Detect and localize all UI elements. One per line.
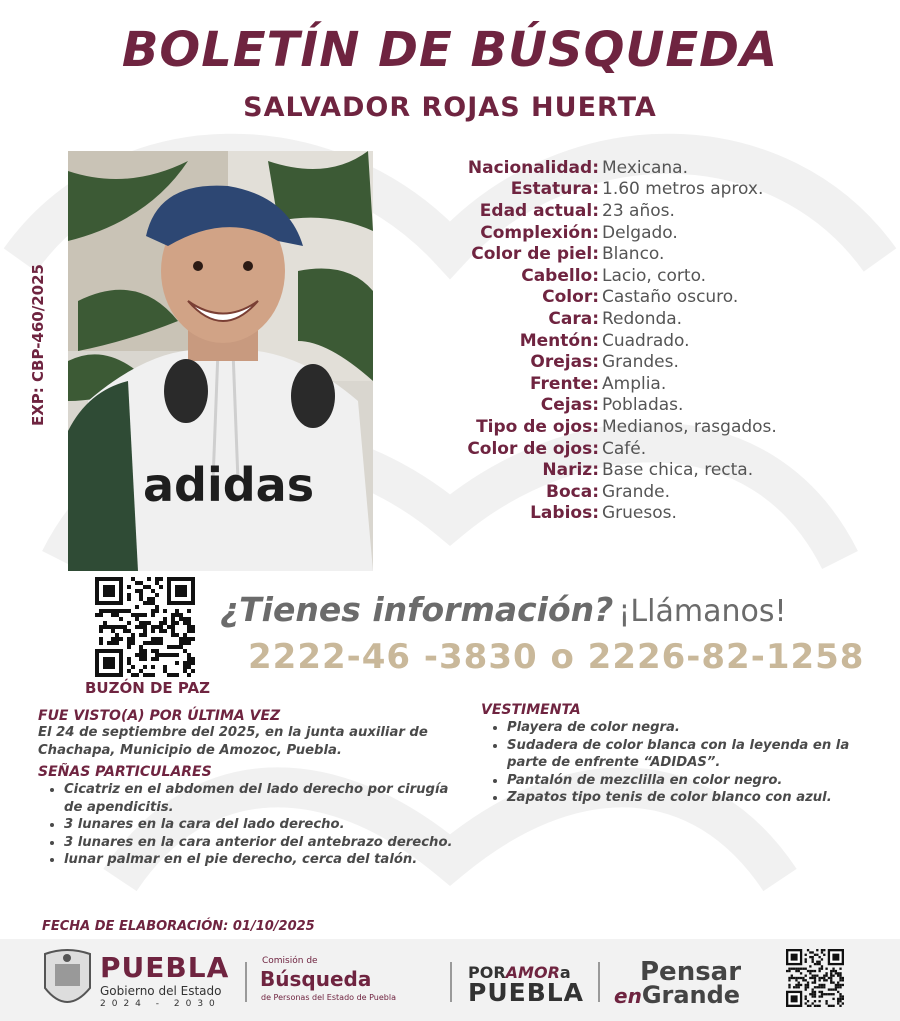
call-us-text: ¡Llámanos! — [618, 594, 787, 629]
detail-row — [430, 373, 860, 395]
person-photo — [68, 151, 373, 571]
detail-label: Color de ojos: — [467, 438, 599, 459]
list-item: • Sudadera de color blanca con la leyenda en la parte de enfrente “ADIDAS”. — [507, 737, 881, 772]
missing-person-name: SALVADOR ROJAS HUERTA — [243, 92, 657, 123]
detail-value: Grandes. — [602, 352, 679, 373]
detail-value: Blanco. — [602, 244, 665, 265]
comision-top: Comisión de — [262, 956, 318, 966]
bulletin-title: BOLETÍN DE BÚSQUEDA — [121, 22, 779, 78]
detail-label: Estatura: — [510, 179, 599, 200]
last-seen-heading: FUE VISTO(A) POR ÚLTIMA VEZ — [38, 708, 281, 724]
detail-label: Cabello: — [521, 265, 599, 286]
detail-row — [430, 351, 860, 373]
detail-row — [430, 308, 860, 330]
detail-row — [430, 157, 860, 179]
detail-value: Lacio, corto. — [602, 265, 707, 286]
detail-row — [430, 265, 860, 287]
detail-value: Redonda. — [602, 308, 683, 329]
puebla-slogan-text: PUEBLA — [468, 978, 585, 1007]
detail-value: Castaño oscuro. — [602, 287, 739, 308]
last-seen-text: El 24 de septiembre del 2025, en la junta auxiliar de Chachapa, Municipio de Amozoc, Puebla. — [38, 725, 428, 758]
detail-row — [430, 179, 860, 201]
marks-heading: SEÑAS PARTICULARES — [38, 764, 212, 780]
detail-row — [430, 395, 860, 417]
comision-bottom: de Personas del Estado de Puebla — [261, 993, 397, 1002]
clothing-section — [481, 702, 881, 807]
detail-value: Amplia. — [602, 373, 667, 394]
detail-value: Cuadrado. — [602, 330, 690, 351]
footer-qr-code-icon[interactable] — [786, 949, 844, 1007]
detail-label: Tipo de ojos: — [476, 416, 599, 437]
detail-value: Mexicana. — [602, 157, 688, 178]
detail-value: Base chica, recta. — [602, 460, 754, 481]
detail-row — [430, 438, 860, 460]
detail-row — [430, 287, 860, 309]
detail-label: Orejas: — [530, 352, 599, 373]
list-item: • 3 lunares en la cara del lado derecho. — [64, 816, 468, 834]
shirt-logo-text: adidas — [143, 458, 315, 512]
detail-value: Café. — [602, 438, 647, 459]
detail-label: Mentón: — [519, 330, 599, 351]
phone-numbers[interactable]: 2222-46 -3830 o 2226-82-1258 — [248, 637, 865, 677]
detail-label: Color: — [542, 287, 599, 308]
qr-code-icon[interactable] — [95, 577, 195, 677]
por-text: POR — [468, 963, 506, 982]
detail-row — [430, 416, 860, 438]
puebla-gov-text: Gobierno del Estado — [100, 984, 222, 998]
list-item: • lunar palmar en el pie derecho, cerca del talón. — [64, 851, 468, 869]
en-text: en — [614, 984, 642, 1008]
detail-row — [430, 459, 860, 481]
pensar-text: Pensar — [640, 957, 742, 987]
detail-label: Cara: — [548, 308, 599, 329]
detail-value: 1.60 metros aprox. — [602, 179, 764, 200]
info-question: ¿Tienes información? — [220, 590, 614, 629]
detail-row — [430, 200, 860, 222]
detail-value: Pobladas. — [602, 395, 684, 416]
detail-value: 23 años. — [602, 200, 675, 221]
puebla-logo-text: PUEBLA — [100, 951, 230, 984]
amor-text: AMOR — [505, 963, 560, 982]
list-item: • Zapatos tipo tenis de color blanco con azul. — [507, 789, 881, 807]
divider — [598, 962, 600, 1002]
detail-label: Boca: — [546, 481, 599, 502]
detail-value: Gruesos. — [602, 503, 677, 524]
info-prompt — [220, 590, 786, 629]
detail-value: Delgado. — [602, 222, 678, 243]
detail-label: Edad actual: — [479, 200, 599, 221]
detail-value: Medianos, rasgados. — [602, 416, 777, 437]
case-number: EXP: CBP-460/2025 — [29, 264, 47, 426]
detail-row — [430, 503, 860, 525]
divider — [450, 962, 452, 1002]
detail-label: Labios: — [530, 503, 599, 524]
physical-details-list — [430, 157, 860, 524]
list-item: • Cicatriz en el abdomen del lado derecho por cirugía de apendicitis. — [64, 781, 468, 816]
a-text: a — [559, 963, 571, 982]
list-item: • 3 lunares en la cara anterior del antebrazo derecho. — [64, 834, 468, 852]
detail-label: Complexión: — [480, 222, 599, 243]
marks-list — [38, 781, 468, 869]
creation-date: FECHA DE ELABORACIÓN: 01/10/2025 — [42, 919, 315, 934]
state-seal-icon — [40, 946, 95, 1014]
qr-label: BUZÓN DE PAZ — [84, 679, 211, 697]
comision-main: Búsqueda — [260, 967, 372, 991]
detail-label: Nariz: — [542, 460, 599, 481]
detail-row — [430, 481, 860, 503]
en-grande-logo — [614, 981, 740, 1009]
last-seen-section — [38, 708, 468, 869]
list-item: • Playera de color negra. — [507, 719, 881, 737]
detail-row — [430, 222, 860, 244]
detail-value: Grande. — [602, 481, 671, 502]
detail-row — [430, 243, 860, 265]
clothing-heading: VESTIMENTA — [481, 702, 581, 718]
detail-label: Nacionalidad: — [467, 157, 599, 178]
detail-label: Cejas: — [540, 395, 599, 416]
clothing-list — [481, 719, 881, 807]
detail-label: Color de piel: — [471, 244, 599, 265]
grande-text: Grande — [641, 981, 741, 1009]
detail-row — [430, 330, 860, 352]
detail-label: Frente: — [530, 373, 599, 394]
divider — [245, 962, 247, 1002]
list-item: • Pantalón de mezclilla en color negro. — [507, 772, 881, 790]
puebla-years: 2024 - 2030 — [100, 999, 221, 1009]
